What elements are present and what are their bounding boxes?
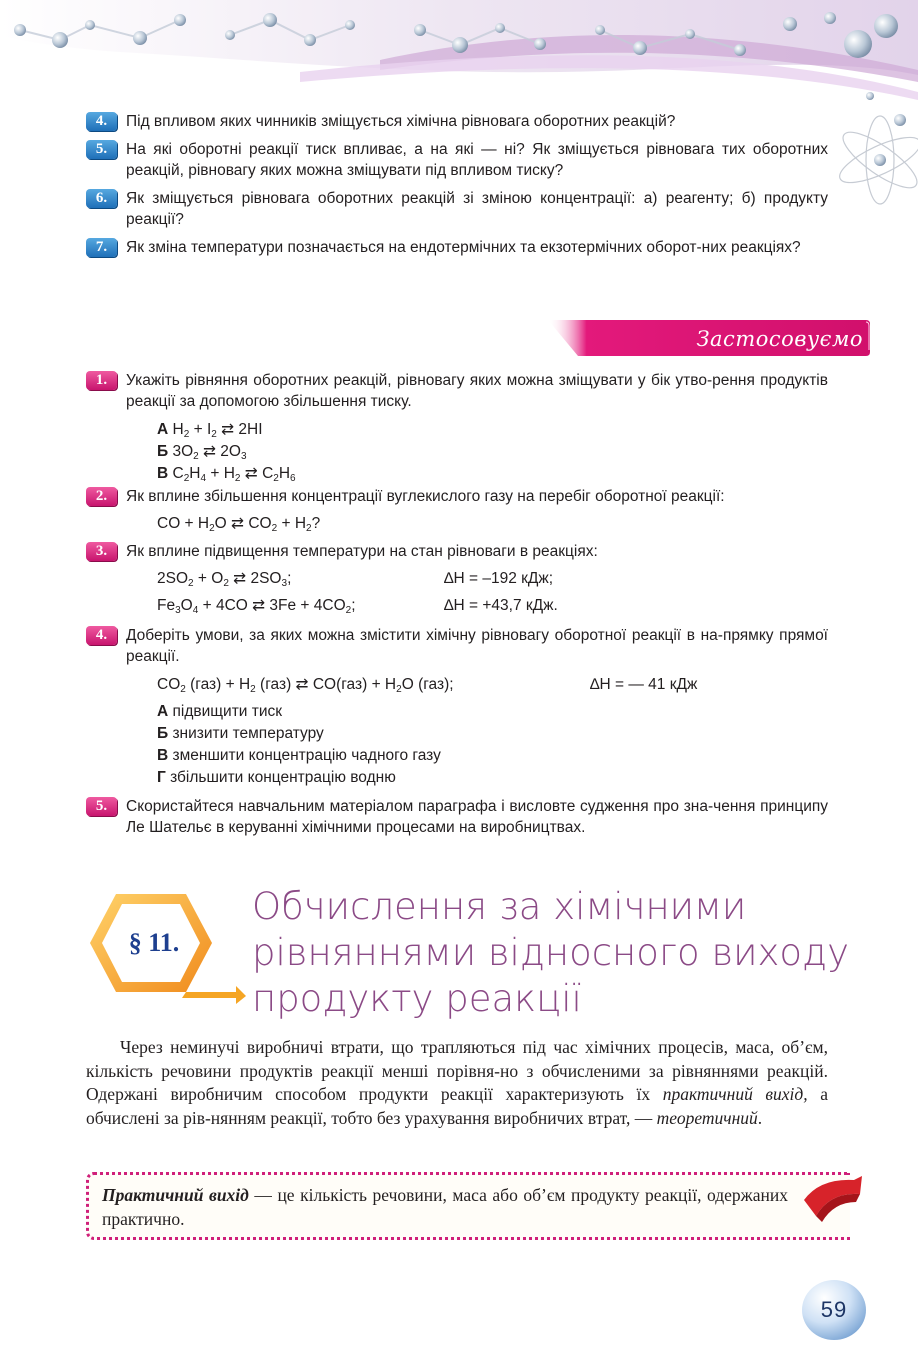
- task-3: [86, 541, 828, 562]
- task-1-option-a: А $H_2 + I_2$ ⇄ 2HI: [157, 421, 263, 440]
- task-text: Скористайтеся навчальним матеріалом параграфа і висловте судження про зна-чення принципу Ле Шательє в керуванні хімічними процесами на виробництвах.: [126, 798, 828, 836]
- question-text: Під впливом яких чинників зміщується хімічна рівновага оборотних реакцій?: [126, 113, 676, 130]
- task-text: Доберіть умови, за яких можна змістити хімічну рівновагу оборотної реакції в на-прямку прямої реакції.: [126, 627, 828, 665]
- task-4-option-g: Г збільшити концентрацію водню: [157, 769, 396, 786]
- question-text: Як зміщується рівновага оборотних реакцій зі зміною концентрації: а) реагенту; б) продукту реакції?: [126, 190, 828, 228]
- question-text: Як зміна температури позначається на ендотермічних та екзотермічних оборот-них реакціях?: [126, 239, 801, 256]
- task-3-enthalpy-1: ∆H = –192 кДж;: [444, 570, 554, 587]
- task-1: [86, 370, 828, 412]
- question-4: [86, 111, 828, 132]
- question-text: На які оборотні реакції тиск впливає, а на які — ні? Як зміщується рівновага тих оборотних реакцій, рівновагу яких можна зміщувати під впливом тиску?: [126, 141, 828, 179]
- definition-term: Практичний вихід: [102, 1185, 249, 1205]
- task-4-enthalpy: ∆H = — 41 кДж: [590, 676, 698, 693]
- task-number-badge: 3.: [86, 542, 117, 561]
- task-text: Як вплине збільшення концентрації вуглекислого газу на перебіг оборотної реакції:: [126, 488, 725, 505]
- task-number-badge: 5.: [86, 797, 117, 816]
- task-text: Як вплине підвищення температури на стан рівноваги в реакціях:: [126, 543, 598, 560]
- equation: $C_2H_4 + H_2$ ⇄ $C_2H_6$: [172, 465, 296, 484]
- question-number-badge: 4.: [86, 112, 117, 131]
- paragraph-title: Обчислення за хімічними рівняннями відносного виходу продукту реакції: [252, 885, 849, 1020]
- task-2-equation: CO + $H_2O$ ⇄ $CO_2 + H_2$?: [157, 515, 321, 534]
- task-number-badge: 2.: [86, 487, 117, 506]
- task-2: [86, 486, 828, 507]
- question-number-badge: 7.: [86, 238, 117, 257]
- question-7: [86, 237, 828, 258]
- task-4-option-v: В зменшити концентрацію чадного газу: [157, 747, 441, 764]
- task-1-option-v: В $C_2H_4 + H_2$ ⇄ $C_2H_6$: [157, 465, 296, 484]
- equation: $3O_2$ ⇄ $2O_3$: [172, 443, 247, 462]
- task-3-enthalpy-2: ∆H = +43,7 кДж.: [444, 597, 558, 614]
- task-number-badge: 1.: [86, 371, 117, 390]
- equation: $H_2 + I_2$ ⇄ 2HI: [172, 421, 263, 440]
- task-4-option-a: А підвищити тиск: [157, 703, 283, 720]
- question-5: [86, 139, 828, 181]
- ribbon-bookmark-icon: [800, 1172, 866, 1228]
- task-4: [86, 625, 828, 667]
- question-6: [86, 188, 828, 230]
- body-paragraph: Через неминучі виробничі втрати, що трапляються під час хімічних процесів, маса, об’єм, кількість речовини продуктів реакції менші порівня-но з обчисленими за рівняннями реакцій. Одержані виробничим способом продукти реакції характеризують їх практичний вихід, а обчислені за рів-нянням реакції, тобто без урахування виробничих втрат, — теоретичний.: [86, 1037, 829, 1128]
- task-text: Укажіть рівняння оборотних реакцій, рівновагу яких можна зміщувати у бік утво-рення продуктів реакції за допомогою збільшення тиску.: [126, 372, 828, 410]
- page-number: 59: [820, 1297, 848, 1322]
- definition-text: Практичний вихід — це кількість речовини, маса або об’єм продукту реакції, одержаних практично.: [102, 1185, 788, 1229]
- paragraph-number: § 11.: [128, 928, 180, 957]
- task-number-badge: 4.: [86, 626, 117, 645]
- question-number-badge: 5.: [86, 140, 117, 159]
- question-number-badge: 6.: [86, 189, 117, 208]
- apply-section-title: Застосовуємо: [696, 327, 863, 351]
- task-4-equation: $CO_2$ $(газ) + H_2$ (газ) ⇄ $CO(газ) + H_2O$ (газ);: [157, 676, 454, 695]
- task-3-equation-1: $2SO_2 + O_2$ ⇄ $2SO_3$;: [157, 570, 292, 589]
- task-1-option-b: Б $3O_2$ ⇄ $2O_3$: [157, 443, 247, 462]
- task-3-equation-2: $Fe_3O_4 + 4CO$ ⇄ $3Fe + 4CO_2$;: [157, 597, 356, 616]
- task-5: [86, 796, 828, 838]
- task-4-option-b: Б знизити температуру: [157, 725, 324, 742]
